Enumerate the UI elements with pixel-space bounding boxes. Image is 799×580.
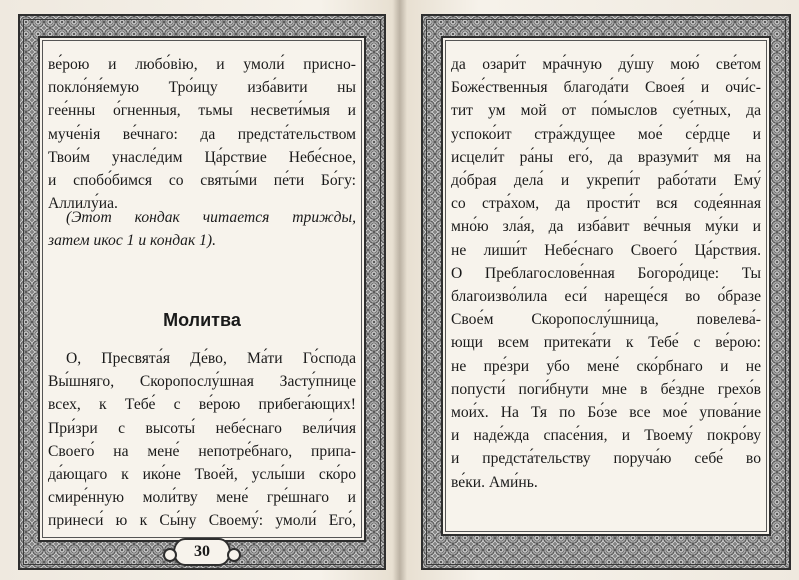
text-line: При́зри с высоты́ небе́снаго вели́чия [48,419,356,437]
text-line: попусти́ поги́бнути мне в бе́здне грехо́в [451,380,761,398]
text-line: мои́х. На Тя по Бо́зе все мое́ упова́ние [451,404,761,422]
text-line: муче́нія ве́чнаго: да предста́тельством [48,125,356,143]
instruction-note [48,206,356,252]
text-line: гее́нны о́гненныя, тьмы несвети́мыя и [48,102,356,120]
text-line: до́брая дела́ и укрепи́т рабо́тати Ему́ [451,172,761,190]
text-line: (Этот кондак читается трижды, [66,209,356,226]
text-line: да́ющаго к ико́не Твое́й, услы́ши ско́ро [48,466,356,484]
text-line: да озари́т мра́чную ду́шу мою́ све́том [451,56,761,73]
text-line: затем икос 1 и кондак 1). [48,232,217,250]
text-line: со стра́хом, да прости́т вся соде́янная [451,195,761,213]
left-page [0,0,395,580]
text-line: ве́ки. Ами́нь. [451,473,538,491]
text-line: и спобо́бимся со святы́ми пе́ти Бо́гу: [48,172,356,190]
section-heading: Молитва [163,310,241,330]
paragraph-prayer-end [48,53,356,215]
text-line: и наде́жда спасе́ния, и Твоему́ покро́ву [451,427,761,445]
text-line: смире́нную моли́тву мене́ гре́шнаго и [48,489,356,507]
text-line: О, Пресвята́я Де́во, Ма́ти Го́спода [66,350,356,367]
text-line: всех, к Тебе́ с ве́рою прибега́ющих! [48,396,356,414]
text-line: успоко́ит стра́ждущее мое́ се́рдце и [451,125,761,143]
text-line: не лиши́т Небе́снаго Своего́ Ца́рствия. [451,241,761,259]
text-line: ве́рою и любо́вію, и умоли́ присно- [48,56,356,73]
right-page [405,0,799,580]
text-line: ющи всем притека́ти к Тебе́ с ве́рою: [451,334,761,352]
text-line: исцели́т ра́ны его́, да вразуми́т мя на [451,148,761,166]
page-number: 30 [194,543,210,560]
text-line: не пре́зри убо мене́ ско́рбнаго и не [451,357,761,375]
text-line: О Преблагослове́нная Богоро́дице: Ты [451,264,761,282]
text-line: мно́ю зла́я, да изба́вит ве́чныя му́ки и [451,218,761,236]
text-line: Свое́м Скоропослу́шница, повелева́- [451,311,761,329]
text-line: тит ум мой от по́мыслов суе́тных, да [451,102,761,120]
text-line: благоизво́лила еси́ нареще́ся во о́бразе [451,288,761,306]
text-line: принеси́ ю к Сы́ну Своему́: умоли́ Его́, [48,512,356,530]
page-number-cartouche [173,538,231,566]
text-line: Своего́ на мене́ непотре́бнаго, припа- [48,442,356,460]
paragraph-prayer-continuation [451,53,761,494]
text-line: Твои́м унасле́дим Ца́рствие Небе́сное, [48,148,356,166]
text-line: покло́ня́емую Тро́ицу изба́вити ны [48,79,356,97]
paragraph-prayer-start [48,347,356,533]
text-line: Вы́шняго, Скоропослу́шная Засту́пнице [48,373,356,391]
text-line: Аллилу́иа. [48,195,118,213]
text-line: и предста́тельству поруча́ю себе́ во [451,450,761,468]
text-line: Боже́ственныя благода́ти Своея́ и очи́с- [451,79,761,97]
